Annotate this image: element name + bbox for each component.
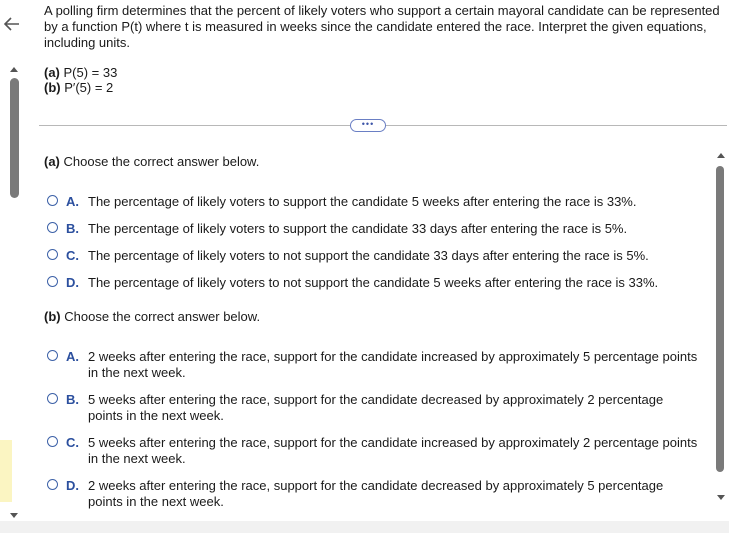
radio-button[interactable] <box>47 222 58 233</box>
part-b-prompt: (b) Choose the correct answer below. <box>44 309 261 324</box>
equation-a: (a) P(5) = 33 <box>44 65 118 80</box>
given-equations <box>44 65 117 95</box>
part-a-prompt: (a) Choose the correct answer below. <box>44 154 260 169</box>
side-tab[interactable] <box>0 440 12 502</box>
scroll-down-arrow-icon[interactable] <box>717 493 725 501</box>
scroll-up-arrow-icon[interactable] <box>717 152 725 160</box>
back-arrow-icon[interactable] <box>2 14 22 34</box>
question-text: A polling firm determines that the percent of likely voters who support a certain mayoral candidate can be represented by a function P(t) where t is measured in weeks since the candidate entered the race. Interpret the given equations, including units. <box>44 3 720 50</box>
radio-button[interactable] <box>47 350 58 361</box>
equation-b: (b) P′(5) = 2 <box>44 80 114 95</box>
radio-button[interactable] <box>47 479 58 490</box>
radio-button[interactable] <box>47 436 58 447</box>
scroll-up-arrow-icon[interactable] <box>10 66 18 74</box>
scroll-down-arrow-icon[interactable] <box>10 511 18 519</box>
left-scrollbar-thumb[interactable] <box>10 78 19 198</box>
radio-button[interactable] <box>47 195 58 206</box>
radio-button[interactable] <box>47 393 58 404</box>
right-scrollbar-thumb[interactable] <box>716 166 724 472</box>
radio-button[interactable] <box>47 249 58 260</box>
expand-more-button[interactable]: ••• <box>350 119 386 132</box>
radio-button[interactable] <box>47 276 58 287</box>
footer-bar <box>0 521 729 533</box>
